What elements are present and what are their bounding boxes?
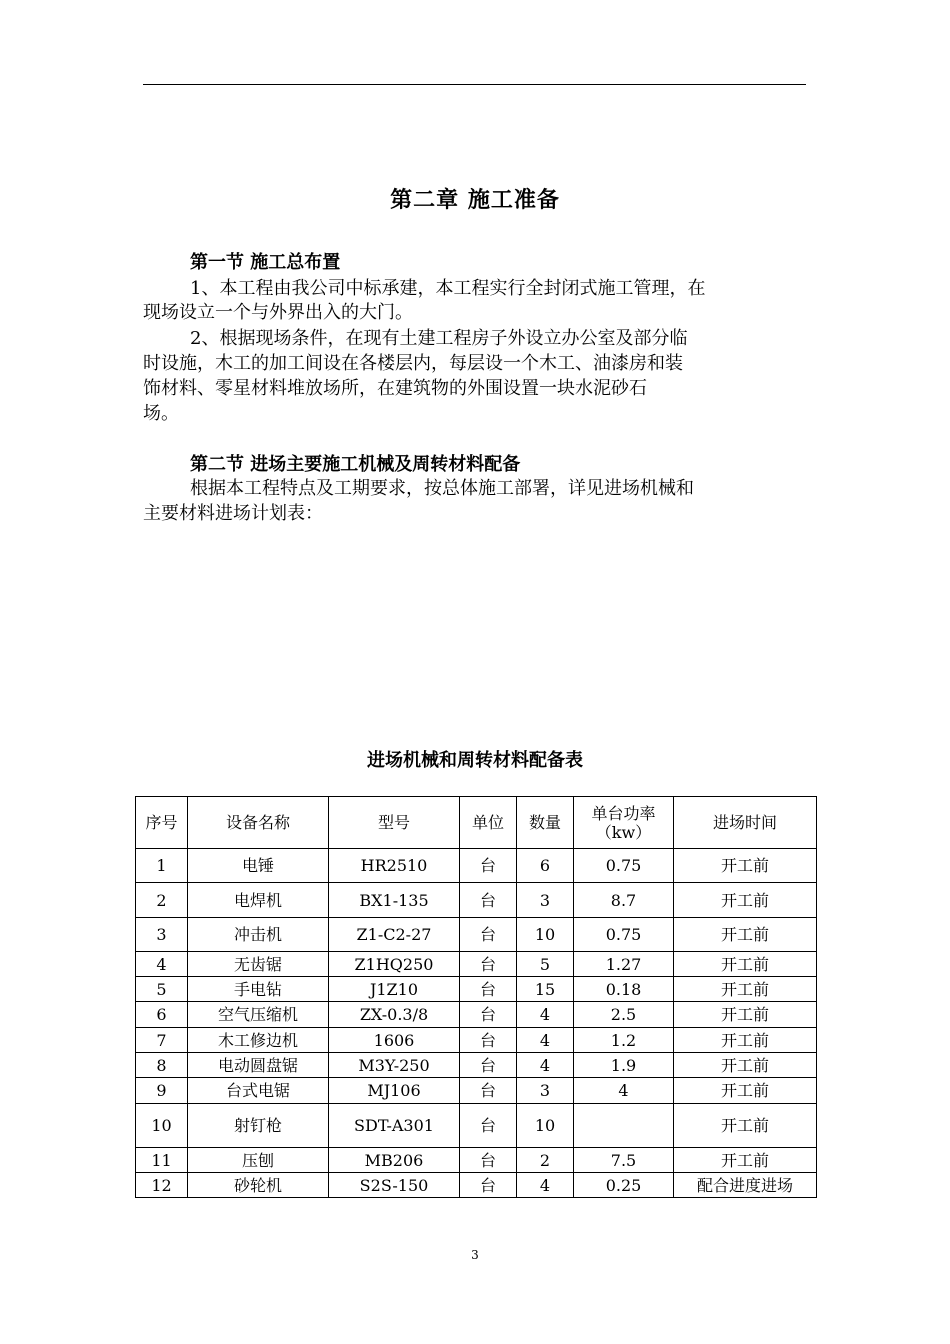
cell-quantity: 6: [517, 849, 574, 883]
cell-entry-time: 开工前: [674, 1002, 817, 1028]
cell-name: 冲击机: [188, 918, 329, 952]
header-quantity: 数量: [517, 797, 574, 849]
cell-unit: 台: [460, 1104, 517, 1148]
cell-name: 电锤: [188, 849, 329, 883]
section1-line-6: 场。: [143, 403, 179, 424]
cell-name: 空气压缩机: [188, 1002, 329, 1028]
table-body: [136, 849, 817, 1198]
table-row: [136, 1104, 817, 1148]
header-name: 设备名称: [188, 797, 329, 849]
chapter-title: 第二章 施工准备: [390, 188, 560, 213]
cell-power: 1.2: [574, 1028, 674, 1053]
cell-name: 压刨: [188, 1148, 329, 1173]
cell-name: 砂轮机: [188, 1173, 329, 1198]
cell-quantity: 10: [517, 1104, 574, 1148]
cell-model: ZX-0.3/8: [329, 1002, 460, 1028]
cell-model: SDT-A301: [329, 1104, 460, 1148]
table-row: [136, 1148, 817, 1173]
cell-power: 0.18: [574, 977, 674, 1002]
cell-name: 木工修边机: [188, 1028, 329, 1053]
cell-entry-time: 开工前: [674, 883, 817, 918]
cell-power: 4: [574, 1078, 674, 1104]
cell-power: 0.75: [574, 918, 674, 952]
header-rule: [143, 84, 806, 85]
cell-name: 射钉枪: [188, 1104, 329, 1148]
cell-index: 11: [136, 1148, 188, 1173]
cell-entry-time: 配合进度进场: [674, 1173, 817, 1198]
cell-entry-time: 开工前: [674, 1053, 817, 1078]
cell-model: HR2510: [329, 849, 460, 883]
cell-unit: 台: [460, 883, 517, 918]
cell-index: 8: [136, 1053, 188, 1078]
cell-quantity: 4: [517, 1173, 574, 1198]
cell-quantity: 4: [517, 1028, 574, 1053]
header-unit: 单位: [460, 797, 517, 849]
cell-model: S2S-150: [329, 1173, 460, 1198]
cell-entry-time: 开工前: [674, 849, 817, 883]
cell-power: 2.5: [574, 1002, 674, 1028]
cell-entry-time: 开工前: [674, 1104, 817, 1148]
cell-unit: 台: [460, 1053, 517, 1078]
section1-heading: 第一节 施工总布置: [190, 252, 341, 273]
section1-line-3: 2、根据现场条件，在现有土建工程房子外设立办公室及部分临: [190, 328, 688, 349]
section2-heading: 第二节 进场主要施工机械及周转材料配备: [190, 454, 521, 475]
section1-line-1: 1、本工程由我公司中标承建，本工程实行全封闭式施工管理，在: [190, 278, 706, 299]
section1-line-4: 时设施，木工的加工间设在各楼层内，每层设一个木工、油漆房和装: [143, 353, 683, 374]
cell-power: 0.75: [574, 849, 674, 883]
table-row: [136, 1002, 817, 1028]
cell-unit: 台: [460, 1028, 517, 1053]
cell-power: 1.9: [574, 1053, 674, 1078]
cell-model: 1606: [329, 1028, 460, 1053]
header-index: 序号: [136, 797, 188, 849]
table-row: [136, 918, 817, 952]
cell-index: 3: [136, 918, 188, 952]
cell-index: 1: [136, 849, 188, 883]
cell-power: 8.7: [574, 883, 674, 918]
table-row: [136, 1078, 817, 1104]
cell-model: M3Y-250: [329, 1053, 460, 1078]
cell-entry-time: 开工前: [674, 1078, 817, 1104]
cell-entry-time: 开工前: [674, 918, 817, 952]
cell-quantity: 5: [517, 952, 574, 977]
cell-power: 1.27: [574, 952, 674, 977]
cell-model: J1Z10: [329, 977, 460, 1002]
cell-unit: 台: [460, 1148, 517, 1173]
cell-entry-time: 开工前: [674, 1148, 817, 1173]
cell-power: 7.5: [574, 1148, 674, 1173]
cell-name: 电动圆盘锯: [188, 1053, 329, 1078]
cell-unit: 台: [460, 952, 517, 977]
cell-unit: 台: [460, 977, 517, 1002]
cell-name: 手电钻: [188, 977, 329, 1002]
cell-quantity: 4: [517, 1053, 574, 1078]
table-title: 进场机械和周转材料配备表: [367, 750, 583, 771]
cell-quantity: 2: [517, 1148, 574, 1173]
page-number: 3: [471, 1248, 479, 1262]
cell-quantity: 15: [517, 977, 574, 1002]
cell-unit: 台: [460, 849, 517, 883]
cell-entry-time: 开工前: [674, 977, 817, 1002]
cell-name: 电焊机: [188, 883, 329, 918]
cell-model: BX1-135: [329, 883, 460, 918]
cell-index: 9: [136, 1078, 188, 1104]
header-power: 单台功率（kw）: [574, 797, 674, 849]
cell-unit: 台: [460, 1173, 517, 1198]
section1-line-2: 现场设立一个与外界出入的大门。: [143, 302, 413, 323]
header-model: 型号: [329, 797, 460, 849]
cell-index: 2: [136, 883, 188, 918]
table-row: [136, 849, 817, 883]
cell-entry-time: 开工前: [674, 952, 817, 977]
cell-index: 6: [136, 1002, 188, 1028]
cell-model: MB206: [329, 1148, 460, 1173]
cell-quantity: 4: [517, 1002, 574, 1028]
table-row: [136, 883, 817, 918]
section2-line-2: 主要材料进场计划表：: [143, 503, 323, 524]
section2-line-1: 根据本工程特点及工期要求，按总体施工部署，详见进场机械和: [190, 478, 694, 499]
table-row: [136, 1028, 817, 1053]
cell-quantity: 3: [517, 883, 574, 918]
header-entry-time: 进场时间: [674, 797, 817, 849]
cell-name: 无齿锯: [188, 952, 329, 977]
cell-quantity: 10: [517, 918, 574, 952]
cell-index: 12: [136, 1173, 188, 1198]
cell-power: 0.25: [574, 1173, 674, 1198]
table-row: [136, 977, 817, 1002]
table-row: [136, 1053, 817, 1078]
table-row: [136, 952, 817, 977]
cell-index: 10: [136, 1104, 188, 1148]
cell-unit: 台: [460, 1078, 517, 1104]
section1-line-5: 饰材料、零星材料堆放场所，在建筑物的外围设置一块水泥砂石: [143, 378, 647, 399]
cell-model: Z1HQ250: [329, 952, 460, 977]
cell-model: MJ106: [329, 1078, 460, 1104]
cell-name: 台式电锯: [188, 1078, 329, 1104]
cell-index: 5: [136, 977, 188, 1002]
table-row: [136, 1173, 817, 1198]
equipment-table: [135, 796, 817, 1198]
cell-unit: 台: [460, 1002, 517, 1028]
cell-power: [574, 1104, 674, 1148]
cell-quantity: 3: [517, 1078, 574, 1104]
cell-unit: 台: [460, 918, 517, 952]
cell-model: Z1-C2-27: [329, 918, 460, 952]
cell-index: 7: [136, 1028, 188, 1053]
table-header-row: [136, 797, 817, 849]
cell-entry-time: 开工前: [674, 1028, 817, 1053]
cell-index: 4: [136, 952, 188, 977]
